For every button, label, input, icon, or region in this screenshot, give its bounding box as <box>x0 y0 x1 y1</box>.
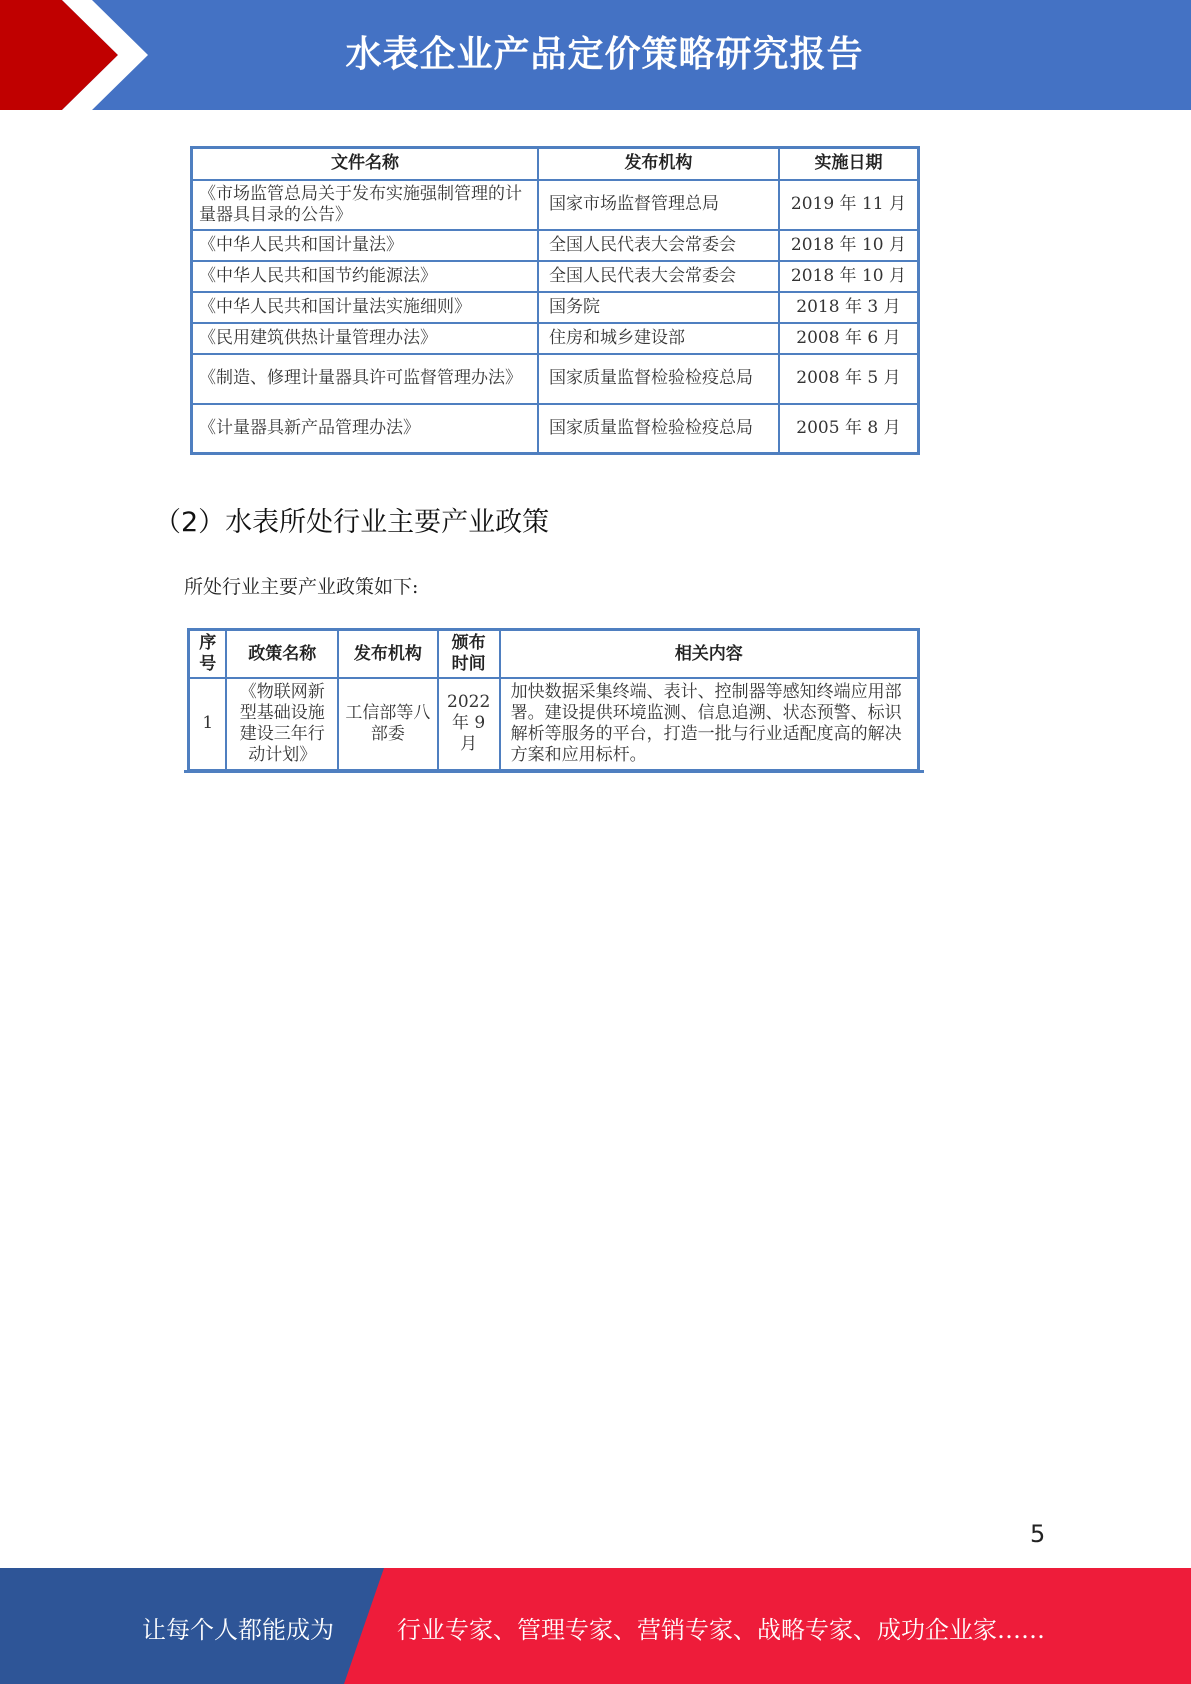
column-header-document-name: 文件名称 <box>192 148 538 180</box>
publisher: 国家质量监督检验检疫总局 <box>538 354 779 404</box>
table-row <box>192 230 919 261</box>
publisher: 工信部等八部委 <box>338 678 438 770</box>
column-header-effective-date: 实施日期 <box>779 148 919 180</box>
effective-date: 2018 年 10 月 <box>779 230 919 261</box>
publisher: 全国人民代表大会常委会 <box>538 261 779 292</box>
column-header-policy-name: 政策名称 <box>226 630 338 679</box>
column-header-number: 序号 <box>189 630 227 679</box>
footer-slogan-left: 让每个人都能成为 <box>142 1616 334 1644</box>
column-header-publisher: 发布机构 <box>538 148 779 180</box>
publisher: 全国人民代表大会常委会 <box>538 230 779 261</box>
publisher: 住房和城乡建设部 <box>538 323 779 354</box>
effective-date: 2008 年 6 月 <box>779 323 919 354</box>
table-row <box>189 678 919 770</box>
table-row <box>192 180 919 230</box>
table-row <box>192 261 919 292</box>
report-title: 水表企业产品定价策略研究报告 <box>345 34 864 75</box>
effective-date: 2018 年 10 月 <box>779 261 919 292</box>
document-name: 《计量器具新产品管理办法》 <box>192 404 538 454</box>
publisher: 国家市场监督管理总局 <box>538 180 779 230</box>
effective-date: 2019 年 11 月 <box>779 180 919 230</box>
table-row <box>192 404 919 454</box>
document-name: 《中华人民共和国节约能源法》 <box>192 261 538 292</box>
document-name: 《中华人民共和国计量法》 <box>192 230 538 261</box>
intro-paragraph: 所处行业主要产业政策如下: <box>184 576 419 598</box>
column-header-content: 相关内容 <box>500 630 919 679</box>
regulations-table <box>190 146 920 455</box>
issue-date: 2022 年 9 月 <box>438 678 500 770</box>
document-name: 《民用建筑供热计量管理办法》 <box>192 323 538 354</box>
page-number: 5 <box>1030 1520 1046 1548</box>
policy-name: 《物联网新型基础设施建设三年行动计划》 <box>226 678 338 770</box>
table-bottom-rule <box>184 770 924 773</box>
effective-date: 2005 年 8 月 <box>779 404 919 454</box>
effective-date: 2008 年 5 月 <box>779 354 919 404</box>
table-row <box>192 292 919 323</box>
policies-table <box>187 628 920 772</box>
publisher: 国务院 <box>538 292 779 323</box>
document-name: 《中华人民共和国计量法实施细则》 <box>192 292 538 323</box>
policy-content: 加快数据采集终端、表计、控制器等感知终端应用部署。建设提供环境监测、信息追溯、状态预警、标识解析等服务的平台，打造一批与行业适配度高的解决方案和应用标杆。 <box>500 678 919 770</box>
effective-date: 2018 年 3 月 <box>779 292 919 323</box>
header-banner <box>0 0 1191 110</box>
column-header-publisher: 发布机构 <box>338 630 438 679</box>
table-row <box>192 323 919 354</box>
row-number: 1 <box>189 678 227 770</box>
publisher: 国家质量监督检验检疫总局 <box>538 404 779 454</box>
footer-banner <box>0 1568 1191 1684</box>
table-row <box>192 354 919 404</box>
column-header-issue-date: 颁布时间 <box>438 630 500 679</box>
document-name: 《市场监管总局关于发布实施强制管理的计量器具目录的公告》 <box>192 180 538 230</box>
document-name: 《制造、修理计量器具许可监督管理办法》 <box>192 354 538 404</box>
section-heading: （2）水表所处行业主要产业政策 <box>154 507 550 538</box>
footer-slogan-right: 行业专家、管理专家、营销专家、战略专家、成功企业家…… <box>397 1616 1045 1644</box>
